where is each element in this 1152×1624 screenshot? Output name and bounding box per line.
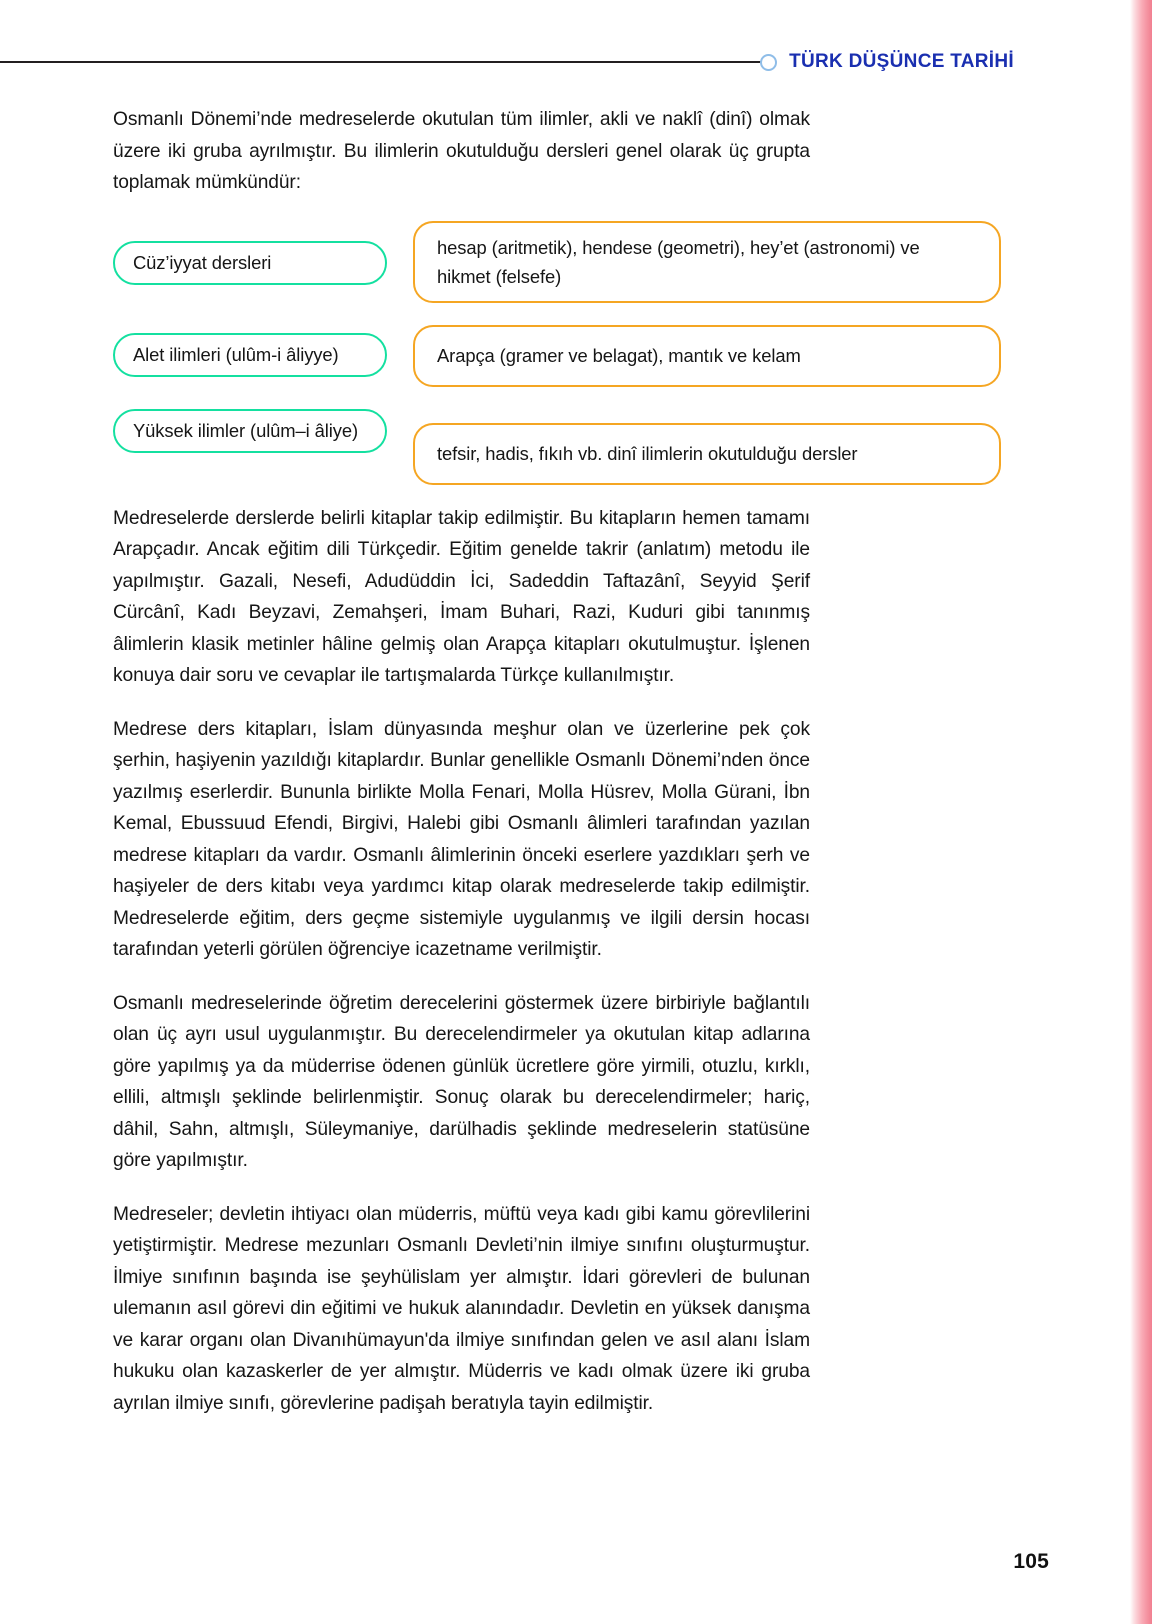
page-number: 105 [1013,1550,1049,1573]
category-pill-yuksek-ilimler [113,409,387,453]
diagram-row [113,325,1001,387]
header-circle-icon [760,54,777,71]
body-paragraph-2: Medrese ders kitapları, İslam dünyasında meşhur olan ve üzerlerine pek çok şerhin, haşiyenin yazıldığı kitaplardır. Bunlar genellikle Osmanlı Dönemi’nden önce yazılmış eserlerdir. Bununla birlikte Molla Fenari, Molla Hüsrev, Molla Gürani, İbn Kemal, Ebussuud Efendi, Birgivi, Halebi gibi Osmanlı âlimleri tarafından yazılan medrese kitapları da vardır. Osmanlı âlimlerinin önceki eserlere yazdıkları şerh ve haşiyeler de ders kitabı veya yardımcı kitap olarak medreselerde takip edilmiştir. Medreselerde eğitim, ders geçme sistemiyle uygulanmış ve ilgili dersin hocası tarafından yeterli görülen öğrenciye icazetname verilmiştir. [113,718,810,960]
description-label: Arapça (gramer ve belagat), mantık ve kelam [437,345,801,366]
body-paragraph-1: Medreselerde derslerde belirli kitaplar takip edilmiştir. Bu kitapların hemen tamamı Arapçadır. Ancak eğitim dili Türkçedir. Eğitim genelde takrir (anlatım) metodu ile yapılmıştır. Gazali, Nesefi, Adudüddin İci, Sadeddin Taftazânî, Seyyid Şerif Cürcânî, Kadı Beyzavi, Zemahşeri, İmam Buhari, Razi, Kuduri gibi tanınmış âlimlerin klasik metinler hâline gelmiş olan Arapça kitapları okutulmuştur. İşlenen konuya dair soru ve cevaplar ile tartışmalarda Türkçe kullanılmıştır. [113,507,810,686]
category-label: Alet ilimleri (ulûm-i âliyye) [133,344,339,365]
running-header [0,44,1130,80]
diagram-row [113,409,1001,485]
header-title: TÜRK DÜŞÜNCE TARİHİ [789,51,1014,72]
category-label: Cüz’iyyat dersleri [133,252,272,273]
description-label: hesap (aritmetik), hendese (geometri), hey’et (astronomi) ve hikmet (felsefe) [437,236,920,287]
body-paragraph-3: Osmanlı medreselerinde öğretim derecelerini göstermek üzere birbiriyle bağlantılı olan üç ayrı usul uygulanmıştır. Bu derecelendirmeler ya okutulan kitap adlarına göre yapılmış ya da müderrise ödenen günlük ücretlere göre yirmili, otuzlu, kırklı, ellili, altmışlı şeklinde belirlenmiştir. Sonuç olarak bu derecelendirmeler; hariç, dâhil, Sahn, altmışlı, Süleymaniye, darülhadis şeklinde medreselerin statüsüne göre yapılmıştır. [113,992,810,1171]
description-box-cuziyyat [413,221,1001,303]
description-box-alet-ilimleri [413,325,1001,387]
science-categories-diagram [113,221,1001,485]
category-pill-cuziyyat [113,241,387,285]
header-rule [0,61,761,63]
body-paragraph-4: Medreseler; devletin ihtiyacı olan müderris, müftü veya kadı gibi kamu görevlilerini yetiştirmiştir. Medrese mezunları Osmanlı Devleti’nin ilmiye sınıfını oluşturmuştur. İlmiye sınıfının başında ise şeyhülislam yer almıştır. İdari görevleri de bulunan ulemanın asıl görevi din eğitimi ve hukuk alanındadır. Devletin en yüksek danışma ve karar organı olan Divanıhümayun'da ilmiye sınıfından gelen ve asıl alanı İslam hukuku olan kazaskerler de yer almıştır. Müderris ve kadı olmak üzere iki gruba ayrılan ilmiye sınıfı, görevlerine padişah beratıyla tayin edilmiştir. [113,1203,810,1414]
page-content [113,104,1001,1419]
page-edge-decoration [1130,0,1152,1624]
intro-paragraph: Osmanlı Dönemi’nde medreselerde okutulan tüm ilimler, akli ve naklî (dinî) olmak üzere iki gruba ayrılmıştır. Bu ilimlerin okutulduğu dersleri genel olarak üç grupta toplamak mümkündür: [113,109,810,193]
category-label: Yüksek ilimler (ulûm–i âliye) [133,420,358,441]
diagram-row [113,221,1001,303]
description-box-yuksek-ilimler [413,423,1001,485]
category-pill-alet-ilimleri [113,333,387,377]
description-label: tefsir, hadis, fıkıh vb. dinî ilimlerin okutulduğu dersler [437,443,858,464]
